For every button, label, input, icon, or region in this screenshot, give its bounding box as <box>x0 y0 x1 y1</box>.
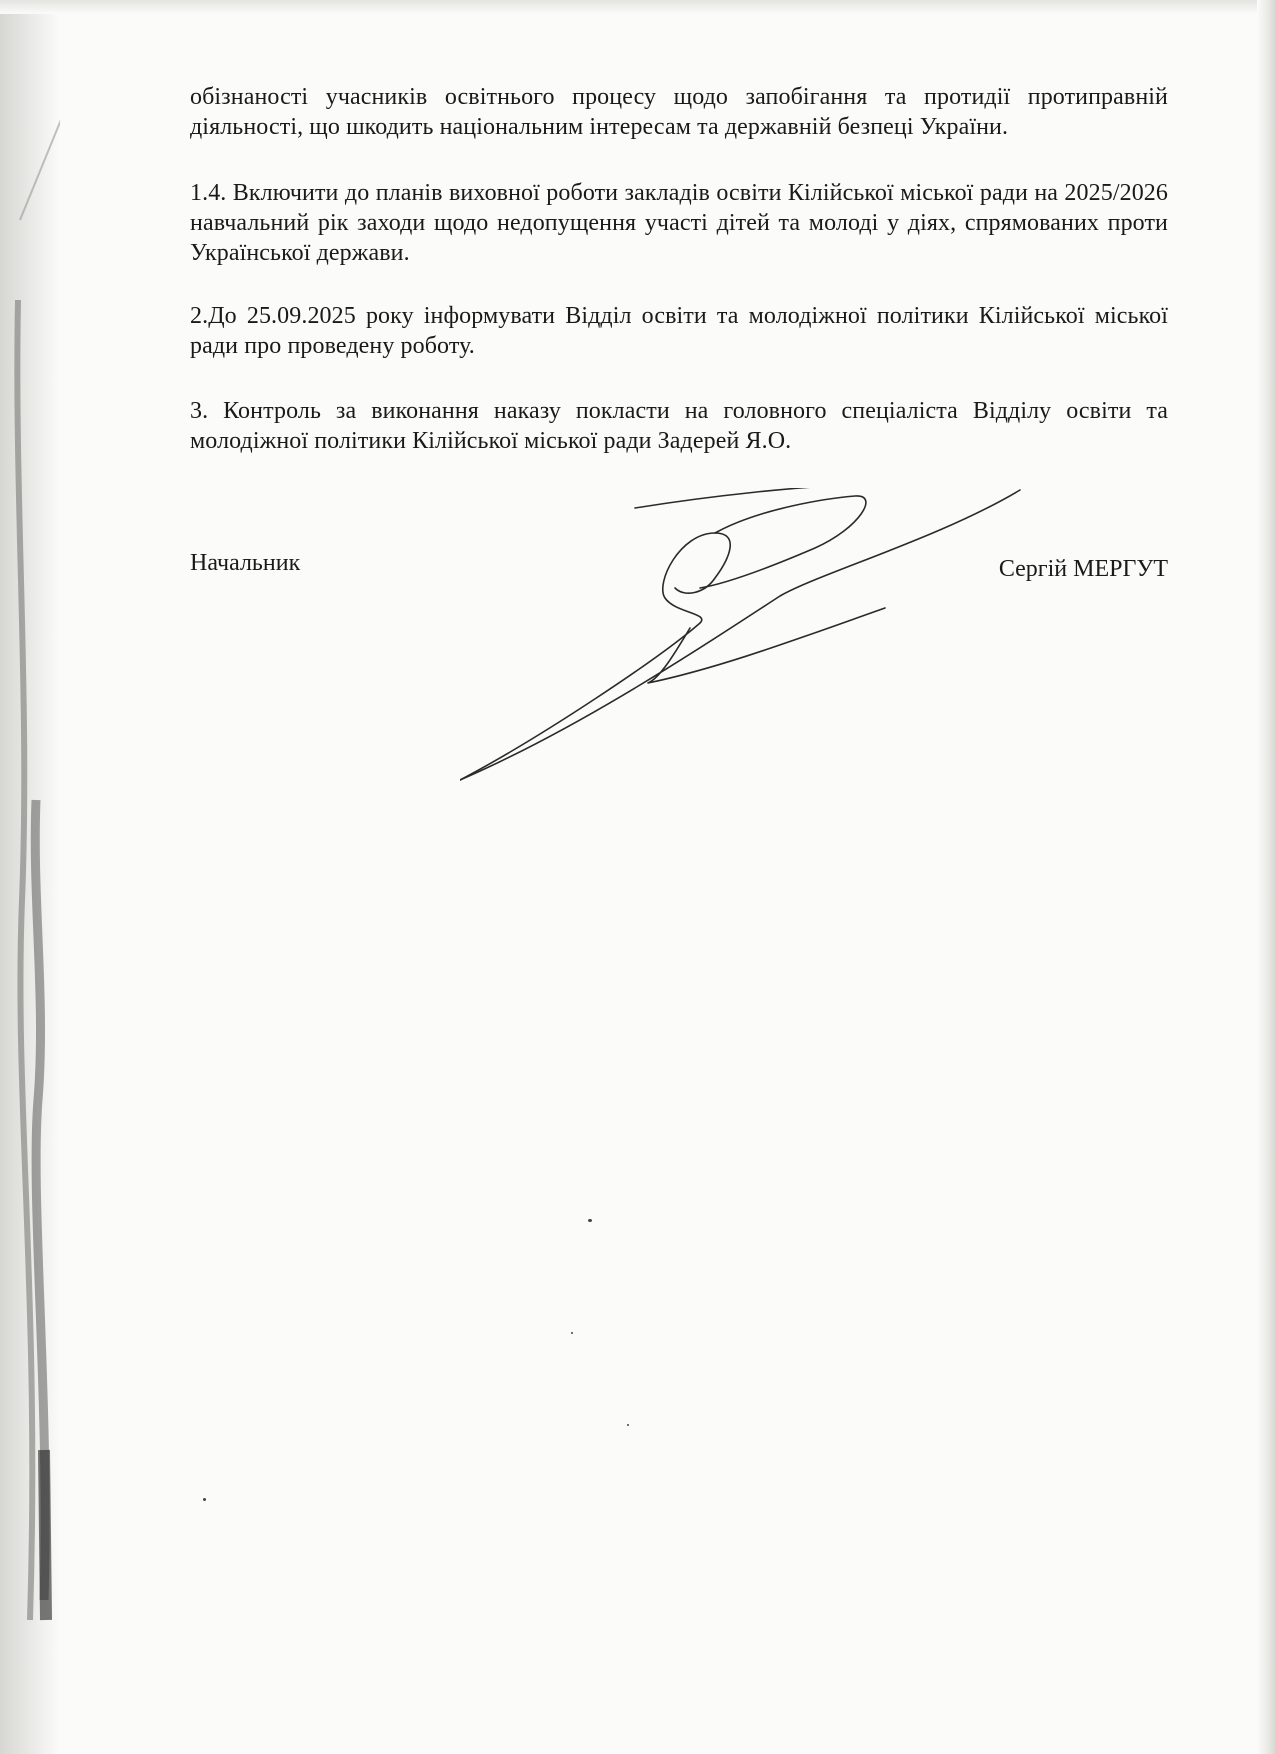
paragraph-item-1-4 <box>190 178 1168 268</box>
handwritten-signature <box>460 488 1060 788</box>
paragraph-item-2 <box>190 301 1168 361</box>
scan-shadow-top <box>0 0 1275 14</box>
signatory-name: Сергій МЕРГУТ <box>998 556 1168 582</box>
scan-speck <box>588 1219 592 1222</box>
paragraph-item-1-4-text: 1.4. Включити до планів виховної роботи закладів освіти Кілійської міської ради на 2025/2026 навчальний рік заходи щодо недопущення участі дітей та молоді у діях, спрямованих проти Української держави. <box>190 180 1168 266</box>
paragraph-item-3-text: 3. Контроль за виконання наказу покласти на головного спеціаліста Відділу освіти та молодіжної політики Кілійської міської ради Задерей Я.О. <box>190 398 1168 454</box>
scan-speck <box>627 1424 629 1426</box>
paragraph-item-2-text: 2.До 25.09.2025 року інформувати Відділ освіти та молодіжної політики Кілійської міської ради про проведену роботу. <box>190 303 1168 359</box>
paragraph-continuation-text: обізнаності учасників освітнього процесу щодо запобігання та протидії протиправній діяльності, що шкодить національним інтересам та державній безпеці України. <box>190 84 1168 140</box>
scan-speck <box>571 1332 573 1334</box>
paragraph-item-3 <box>190 396 1168 456</box>
scan-speck <box>203 1498 206 1501</box>
scan-shadow-right <box>1257 0 1275 1754</box>
paragraph-continuation <box>190 82 1168 142</box>
scan-shadow-left <box>0 0 60 1754</box>
signatory-position: Начальник <box>190 550 301 576</box>
